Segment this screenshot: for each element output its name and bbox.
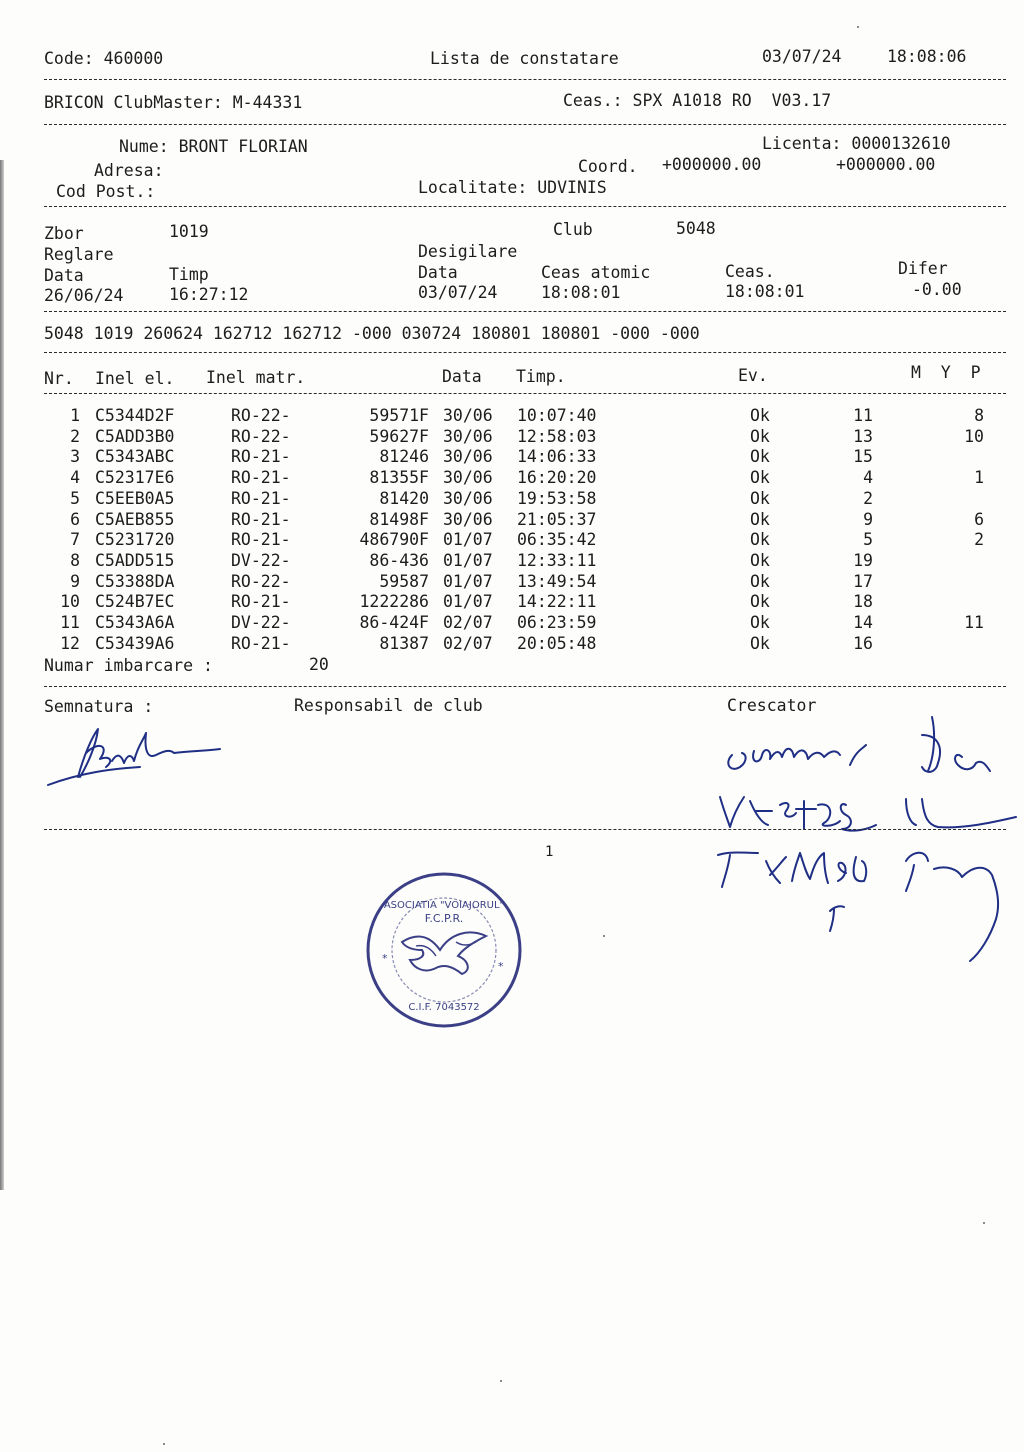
page-number: 1: [545, 844, 554, 860]
row-status: Ok: [750, 530, 770, 550]
row-inel-el: C5343A6A: [95, 613, 175, 632]
row-inel-el: C5EEB0A5: [95, 488, 175, 508]
signature-label: Semnatura :: [44, 697, 154, 716]
row-time: 14:22:11: [517, 592, 597, 612]
row-inel-el: C5ADD3B0: [95, 426, 175, 446]
divider: [44, 311, 1006, 312]
row-date: 30/06: [443, 488, 493, 508]
responsible-label: Responsabil de club: [294, 696, 483, 715]
row-date: 30/06: [443, 468, 493, 488]
speck: [983, 1222, 985, 1224]
row-p: 8: [974, 406, 984, 425]
row-inel-el: C5343ABC: [95, 447, 175, 467]
desigilare-data-label: Data: [418, 263, 458, 282]
row-ring-prefix: DV-22-: [231, 613, 291, 632]
print-date: 03/07/24: [762, 47, 842, 66]
row-ring-prefix: RO-22-: [231, 571, 291, 591]
divider: [44, 686, 1006, 687]
col-inel-matr: Inel matr.: [206, 368, 306, 387]
row-m: 4: [863, 468, 873, 488]
address-label: Adresa:: [94, 161, 164, 180]
row-inel-el: C5ADD515: [95, 550, 175, 570]
row-ring-number: 59571F: [369, 406, 429, 425]
row-date: 02/07: [443, 633, 493, 653]
club-signature: [40, 715, 230, 795]
print-time: 18:08:06: [887, 47, 967, 66]
svg-text:*: *: [498, 960, 504, 973]
ceas-atomic-label: Ceas atomic: [541, 263, 651, 282]
row-m: 14: [853, 613, 873, 632]
postcode-label: Cod Post.:: [56, 182, 156, 201]
row-ring-prefix: RO-21-: [231, 530, 291, 550]
divider: [44, 206, 1006, 207]
row-ring-number: 81246: [379, 447, 429, 467]
col-timp: Timp.: [516, 367, 566, 386]
row-status: Ok: [750, 592, 770, 612]
row-ring-number: 59587: [379, 571, 429, 591]
row-ring-prefix: RO-22-: [231, 406, 291, 425]
row-status: Ok: [750, 468, 770, 488]
row-time: 21:05:37: [517, 509, 597, 529]
row-p: 1: [974, 468, 984, 488]
row-inel-el: C5231720: [95, 530, 175, 550]
row-m: 19: [853, 550, 873, 570]
row-status: Ok: [750, 571, 770, 591]
ceas-atomic-time: 18:08:01: [541, 283, 621, 302]
reglare-timp-label: Timp: [169, 265, 209, 284]
row-ring-number: 486790F: [359, 530, 429, 550]
row-nr: 4: [70, 468, 80, 488]
row-ring-prefix: RO-21-: [231, 447, 291, 467]
row-p: 6: [974, 509, 984, 529]
zbor-number: 1019: [169, 222, 209, 241]
club-master-id: BRICON ClubMaster: M-44331: [44, 93, 303, 112]
row-ring-number: 1222286: [359, 592, 429, 612]
row-status: Ok: [750, 550, 770, 570]
row-date: 30/06: [443, 509, 493, 529]
row-time: 20:05:48: [517, 633, 597, 653]
summary-code-line: 5048 1019 260624 162712 162712 -000 030724 180801 180801 -000 -000: [44, 324, 700, 343]
ceas-time: 18:08:01: [725, 282, 805, 301]
row-date: 30/06: [443, 447, 493, 467]
row-date: 01/07: [443, 530, 493, 550]
reglare-data-label: Data: [44, 266, 84, 285]
zbor-label: Zbor: [44, 224, 84, 243]
row-ring-number: 81420: [379, 488, 429, 508]
row-status: Ok: [750, 426, 770, 446]
coord-lat: +000000.00: [662, 155, 762, 174]
row-m: 15: [853, 447, 873, 467]
row-date: 30/06: [443, 426, 493, 446]
row-ring-prefix: RO-21-: [231, 592, 291, 612]
row-ring-number: 86-436: [369, 550, 429, 570]
row-nr: 11: [60, 613, 80, 632]
row-m: 11: [853, 406, 873, 425]
row-nr: 5: [70, 488, 80, 508]
row-ring-prefix: DV-22-: [231, 550, 291, 570]
svg-text:F.C.P.R.: F.C.P.R.: [424, 912, 464, 925]
clock-id: Ceas.: SPX A1018 RO V03.17: [563, 91, 832, 110]
row-ring-number: 81387: [379, 633, 429, 653]
row-time: 12:33:11: [517, 550, 597, 570]
breeder-signatures: [700, 705, 1024, 970]
col-myp: M Y P: [911, 363, 981, 382]
coord-lon: +000000.00: [836, 155, 936, 174]
row-nr: 9: [70, 571, 80, 591]
row-nr: 12: [60, 633, 80, 653]
row-m: 2: [863, 488, 873, 508]
desigilare-date: 03/07/24: [418, 283, 498, 302]
club-label: Club: [553, 220, 593, 239]
reglare-date: 26/06/24: [44, 286, 124, 305]
row-inel-el: C53439A6: [95, 633, 175, 653]
owner-name: Nume: BRONT FLORIAN: [119, 137, 308, 156]
speck: [857, 26, 859, 28]
row-time: 12:58:03: [517, 426, 597, 446]
difer-label: Difer: [898, 259, 948, 278]
row-ring-prefix: RO-21-: [231, 488, 291, 508]
row-inel-el: C53388DA: [95, 571, 175, 591]
row-m: 18: [853, 592, 873, 612]
difer-value: -0.00: [912, 280, 962, 299]
row-nr: 1: [70, 406, 80, 425]
embark-value: 20: [309, 655, 329, 674]
breeder-label: Crescator: [727, 696, 817, 715]
row-m: 16: [853, 633, 873, 653]
divider: [44, 124, 1006, 125]
row-status: Ok: [750, 488, 770, 508]
row-date: 01/07: [443, 571, 493, 591]
row-time: 14:06:33: [517, 447, 597, 467]
row-ring-number: 81355F: [369, 468, 429, 488]
speck: [163, 1443, 165, 1445]
row-date: 02/07: [443, 613, 493, 632]
row-status: Ok: [750, 509, 770, 529]
row-time: 06:35:42: [517, 530, 597, 550]
reglare-label: Reglare: [44, 245, 114, 264]
row-p: 11: [964, 613, 984, 632]
row-date: 01/07: [443, 592, 493, 612]
row-nr: 3: [70, 447, 80, 467]
row-ring-number: 81498F: [369, 509, 429, 529]
col-nr: Nr.: [44, 369, 74, 388]
row-nr: 2: [70, 426, 80, 446]
row-m: 13: [853, 426, 873, 446]
svg-text:*: *: [382, 952, 388, 965]
row-status: Ok: [750, 406, 770, 425]
row-ring-prefix: RO-21-: [231, 468, 291, 488]
row-ring-number: 59627F: [369, 426, 429, 446]
speck: [500, 1380, 502, 1382]
document-code: Code: 460000: [44, 49, 164, 68]
row-ring-prefix: RO-22-: [231, 426, 291, 446]
coord-label: Coord.: [578, 157, 638, 176]
row-nr: 10: [60, 592, 80, 612]
row-p: 10: [964, 426, 984, 446]
row-time: 06:23:59: [517, 613, 597, 632]
row-ring-prefix: RO-21-: [231, 633, 291, 653]
svg-text:C.I.F. 7043572: C.I.F. 7043572: [408, 1002, 480, 1013]
row-inel-el: C5344D2F: [95, 406, 175, 425]
desigilare-label: Desigilare: [418, 242, 518, 261]
row-date: 30/06: [443, 406, 493, 425]
row-m: 9: [863, 509, 873, 529]
club-number: 5048: [676, 219, 716, 238]
row-time: 19:53:58: [517, 488, 597, 508]
row-time: 13:49:54: [517, 571, 597, 591]
col-data: Data: [442, 367, 482, 386]
embark-label: Numar imbarcare :: [44, 656, 213, 675]
divider: [44, 829, 1006, 830]
row-nr: 8: [70, 550, 80, 570]
row-inel-el: C52317E6: [95, 468, 175, 488]
svg-text:ASOCIATIA "VOIAJORUL": ASOCIATIA "VOIAJORUL": [383, 900, 505, 911]
speck: [603, 935, 605, 937]
row-inel-el: C5AEB855: [95, 509, 175, 529]
divider: [44, 352, 1006, 353]
row-nr: 6: [70, 509, 80, 529]
row-time: 16:20:20: [517, 468, 597, 488]
ceas-label: Ceas.: [725, 262, 775, 281]
row-date: 01/07: [443, 550, 493, 570]
col-ev: Ev.: [738, 366, 768, 385]
row-ring-number: 86-424F: [359, 613, 429, 632]
association-stamp: [364, 870, 524, 1030]
row-m: 5: [863, 530, 873, 550]
row-ring-prefix: RO-21-: [231, 509, 291, 529]
document-title: Lista de constatare: [430, 49, 619, 68]
row-time: 10:07:40: [517, 406, 597, 425]
row-nr: 7: [70, 530, 80, 550]
row-m: 17: [853, 571, 873, 591]
license-number: Licenta: 0000132610: [762, 134, 951, 153]
row-status: Ok: [750, 447, 770, 467]
locality: Localitate: UDVINIS: [418, 178, 607, 197]
divider: [44, 393, 1006, 394]
col-inel-el: Inel el.: [95, 369, 175, 388]
reglare-time: 16:27:12: [169, 285, 249, 304]
scan-edge-shadow: [0, 160, 4, 1190]
row-p: 2: [974, 530, 984, 550]
divider: [44, 79, 1006, 80]
row-status: Ok: [750, 633, 770, 653]
row-status: Ok: [750, 613, 770, 632]
row-inel-el: C524B7EC: [95, 592, 175, 612]
